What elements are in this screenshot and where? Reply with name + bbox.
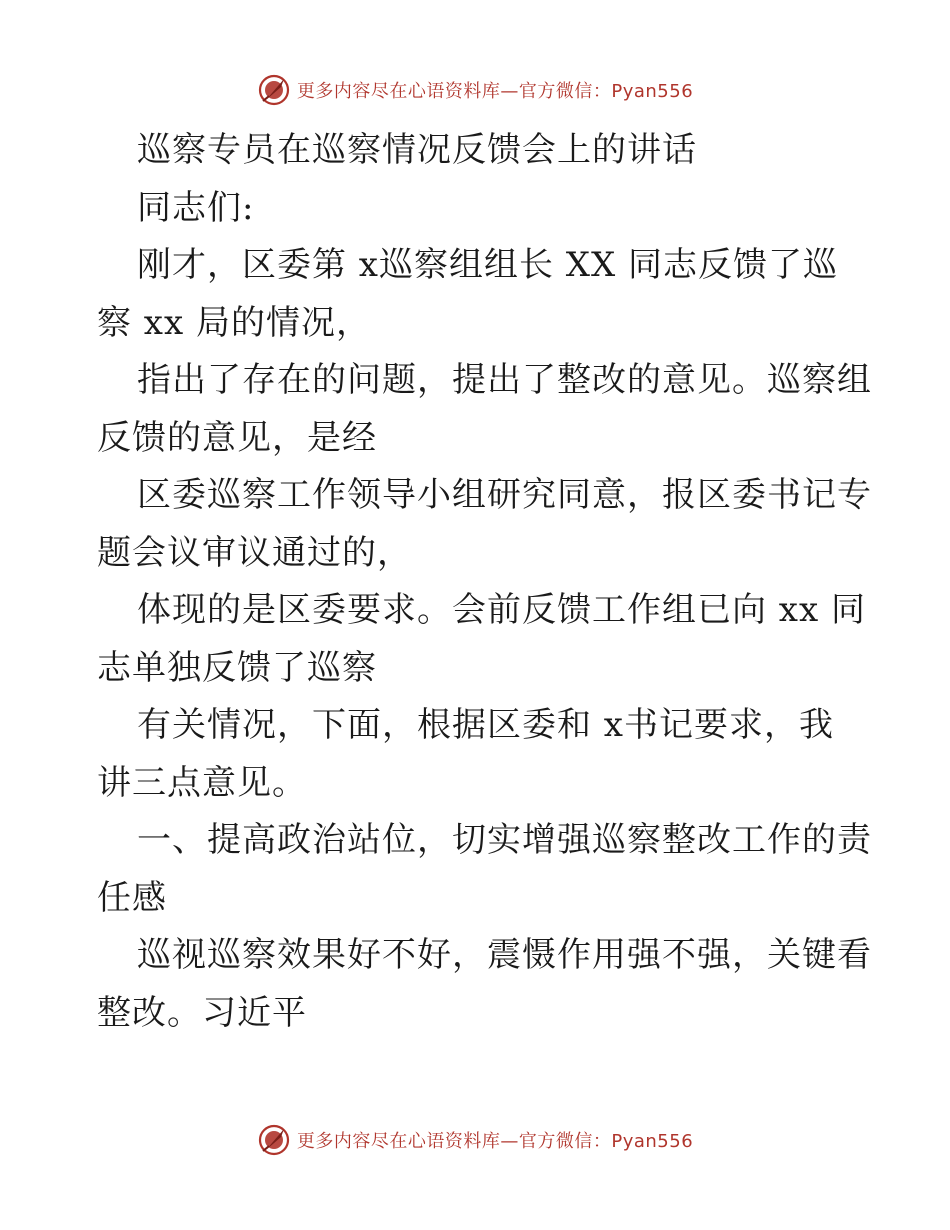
text-line: 任感 [97,877,167,918]
text-line: 有关情况，下面，根据区委和 x书记要求，我 [137,705,834,745]
text-line: 察 xx 局的情况， [97,302,371,343]
text-line: 同志们: [137,187,255,228]
text-line: 指出了存在的问题，提出了整改的意见。巡察组 [137,360,872,400]
text-line: 志单独反馈了巡察 [97,647,377,688]
text-line: 刚才，区委第 x巡察组组长 XX 同志反馈了巡 [137,245,839,285]
text-line: 整改。习近平 [97,992,307,1033]
header-watermark-banner [0,70,950,110]
text-line: 一、提高政治站位，切实增强巡察整改工作的责 [137,820,872,860]
watermark-text: 更多内容尽在心语资料库—官方微信：Pyan556 [296,81,694,102]
text-line: 巡视巡察效果好不好，震慑作用强不强，关键看 [137,935,872,975]
quill-pen-logo-icon [257,1123,291,1157]
text-line: 讲三点意见。 [97,762,307,803]
text-line: 反馈的意见，是经 [97,417,377,458]
watermark-text: 更多内容尽在心语资料库—官方微信：Pyan556 [296,1131,694,1152]
text-line: 题会议审议通过的， [97,532,412,573]
text-line: 区委巡察工作领导小组研究同意，报区委书记专 [137,475,872,515]
document-title: 巡察专员在巡察情况反馈会上的讲话 [137,130,697,170]
footer-watermark-banner [0,1120,950,1160]
text-line: 体现的是区委要求。会前反馈工作组已向 xx 同 [137,590,866,630]
document-body [97,122,872,1042]
quill-pen-logo-icon [257,73,291,107]
